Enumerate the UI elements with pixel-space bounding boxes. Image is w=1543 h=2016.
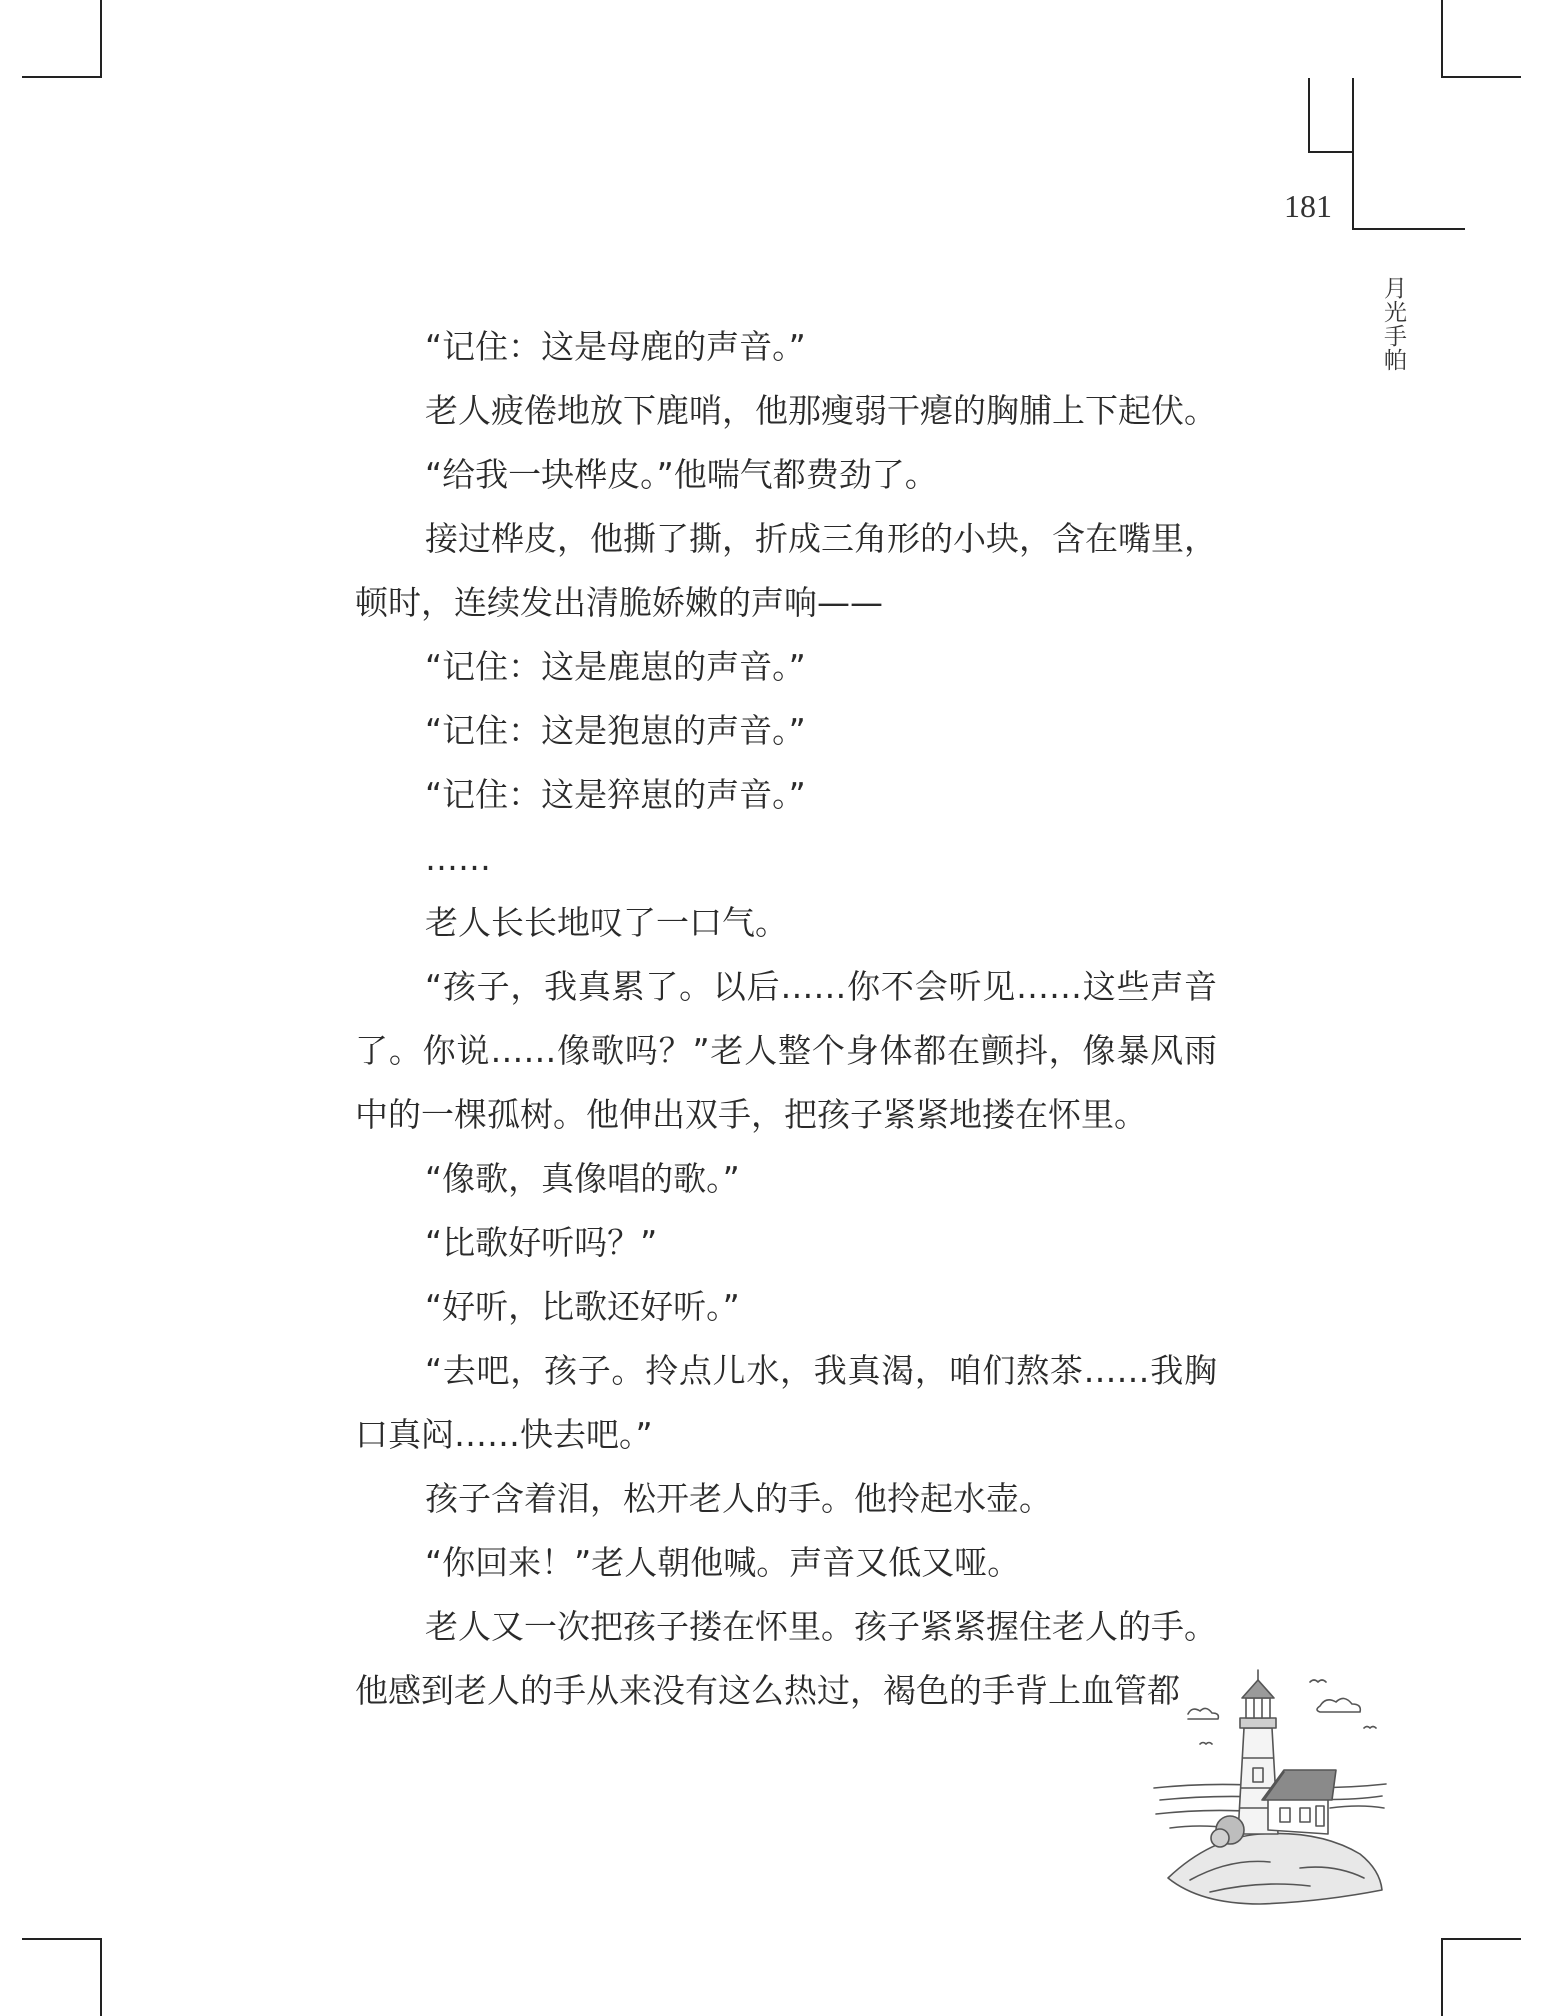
crop-mark-top-left-v: [100, 0, 102, 78]
lighthouse-icon: [1150, 1658, 1390, 1918]
header-rule-right-h: [1352, 228, 1465, 230]
paragraph: 老人长长地叹了一口气。: [425, 903, 788, 942]
paragraph: “记住：这是母鹿的声音。”: [425, 327, 806, 366]
crop-mark-bottom-left-h: [22, 1938, 100, 1940]
paragraph: “比歌好听吗？”: [425, 1223, 658, 1262]
paragraph: “像歌，真像唱的歌。”: [425, 1159, 740, 1198]
crop-mark-top-right-h: [1443, 76, 1521, 78]
body-text: [355, 315, 1217, 1723]
header-rule-left-h: [1308, 151, 1353, 153]
page-number: 181: [1284, 188, 1332, 224]
paragraph: “你回来！”老人朝他喊。声音又低又哑。: [425, 1543, 1021, 1582]
paragraph: “记住：这是鹿崽的声音。”: [425, 647, 806, 686]
header-rule-left-v: [1308, 78, 1310, 152]
paragraph: 孩子含着泪，松开老人的手。他拎起水壶。: [425, 1479, 1052, 1518]
paragraph: “记住：这是狍崽的声音。”: [425, 711, 806, 750]
paragraph: “好听，比歌还好听。”: [425, 1287, 740, 1326]
crop-mark-bottom-right-v: [1441, 1938, 1443, 2016]
paragraph: “去吧，孩子。拎点儿水，我真渴，咱们熬茶……我胸口真闷……快去吧。”: [355, 1351, 1217, 1454]
crop-mark-top-left-h: [22, 76, 100, 78]
paragraph: 接过桦皮，他撕了撕，折成三角形的小块，含在嘴里，顿时，连续发出清脆娇嫩的声响——: [355, 519, 1217, 622]
paragraph: “给我一块桦皮。”他喘气都费劲了。: [425, 455, 938, 494]
crop-mark-bottom-left-v: [100, 1938, 102, 2016]
paragraph: 老人疲倦地放下鹿哨，他那瘦弱干瘪的胸脯上下起伏。: [425, 391, 1217, 430]
paragraph: “孩子，我真累了。以后……你不会听见……这些声音了。你说……像歌吗？”老人整个身体都在颤抖，像暴风雨中的一棵孤树。他伸出双手，把孩子紧紧地搂在怀里。: [355, 967, 1217, 1134]
crop-mark-top-right-v: [1441, 0, 1443, 78]
header-rule-right-v: [1352, 78, 1354, 230]
paragraph: “记住：这是猝崽的声音。”: [425, 775, 806, 814]
paragraph: ……: [425, 839, 491, 878]
paragraph: 老人又一次把孩子搂在怀里。孩子紧紧握住老人的手。他感到老人的手从来没有这么热过，褐色的手背上血管都: [355, 1607, 1217, 1710]
crop-mark-bottom-right-h: [1443, 1938, 1521, 1940]
running-head: 月光手帕: [1380, 276, 1406, 372]
